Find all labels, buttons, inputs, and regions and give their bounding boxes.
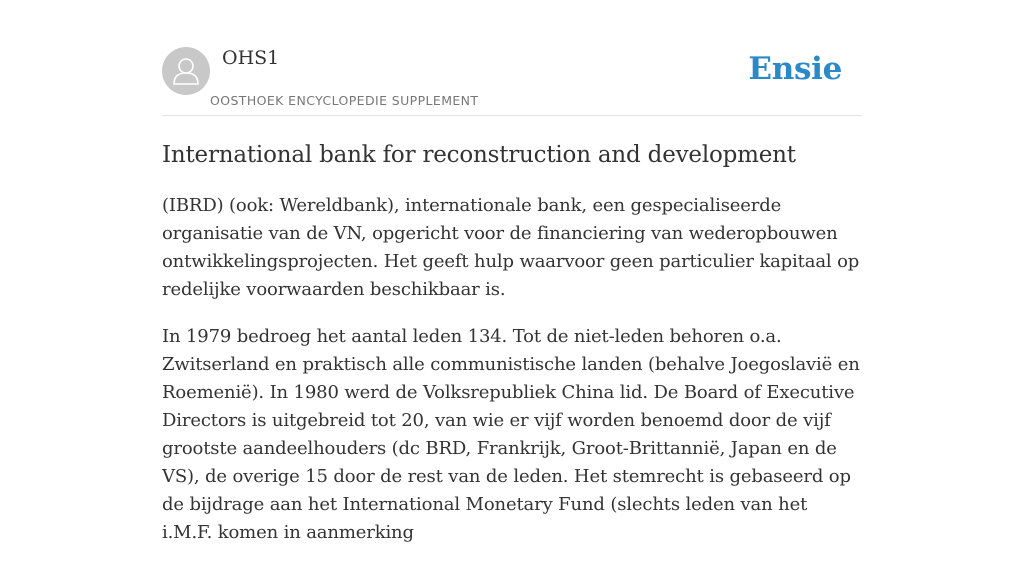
article-title: International bank for reconstruction and development: [162, 142, 796, 168]
site-logo[interactable]: Ensie: [748, 51, 842, 87]
page-header: [162, 0, 862, 116]
avatar[interactable]: [162, 47, 210, 95]
article-paragraph: (IBRD) (ook: Wereldbank), internationale bank, een gespecialiseerde organisatie van de VN, opgericht voor de financiering van wederopbouwen ontwikkelingsprojecten. Het geeft hulp waarvoor geen particulier kapitaal op redelijke voorwaarden beschikbaar is.: [162, 195, 860, 300]
user-icon: [162, 47, 210, 95]
content-container: [162, 0, 862, 543]
author-name[interactable]: OHS1: [222, 47, 280, 69]
source-label[interactable]: OOSTHOEK ENCYCLOPEDIE SUPPLEMENT: [210, 93, 479, 108]
article-body: [162, 192, 862, 566]
article-paragraph: In 1979 bedroeg het aantal leden 134. Tot de niet-leden behoren o.a. Zwitserland en praktisch alle communistische landen (behalve Joegoslavië en Roemenië). In 1980 werd de Volksrepubliek China lid. De Board of Executive Directors is uitgebreid tot 20, van wie er vijf worden benoemd door de vijf grootste aandeelhouders (dc BRD, Frankrijk, Groot-Brittannië, Japan en de VS), de overige 15 door de rest van de leden. Het stemrecht is gebaseerd op de bijdrage aan het International Monetary Fund (slechts leden van het i.M.F. komen in aanmerking: [162, 326, 860, 543]
